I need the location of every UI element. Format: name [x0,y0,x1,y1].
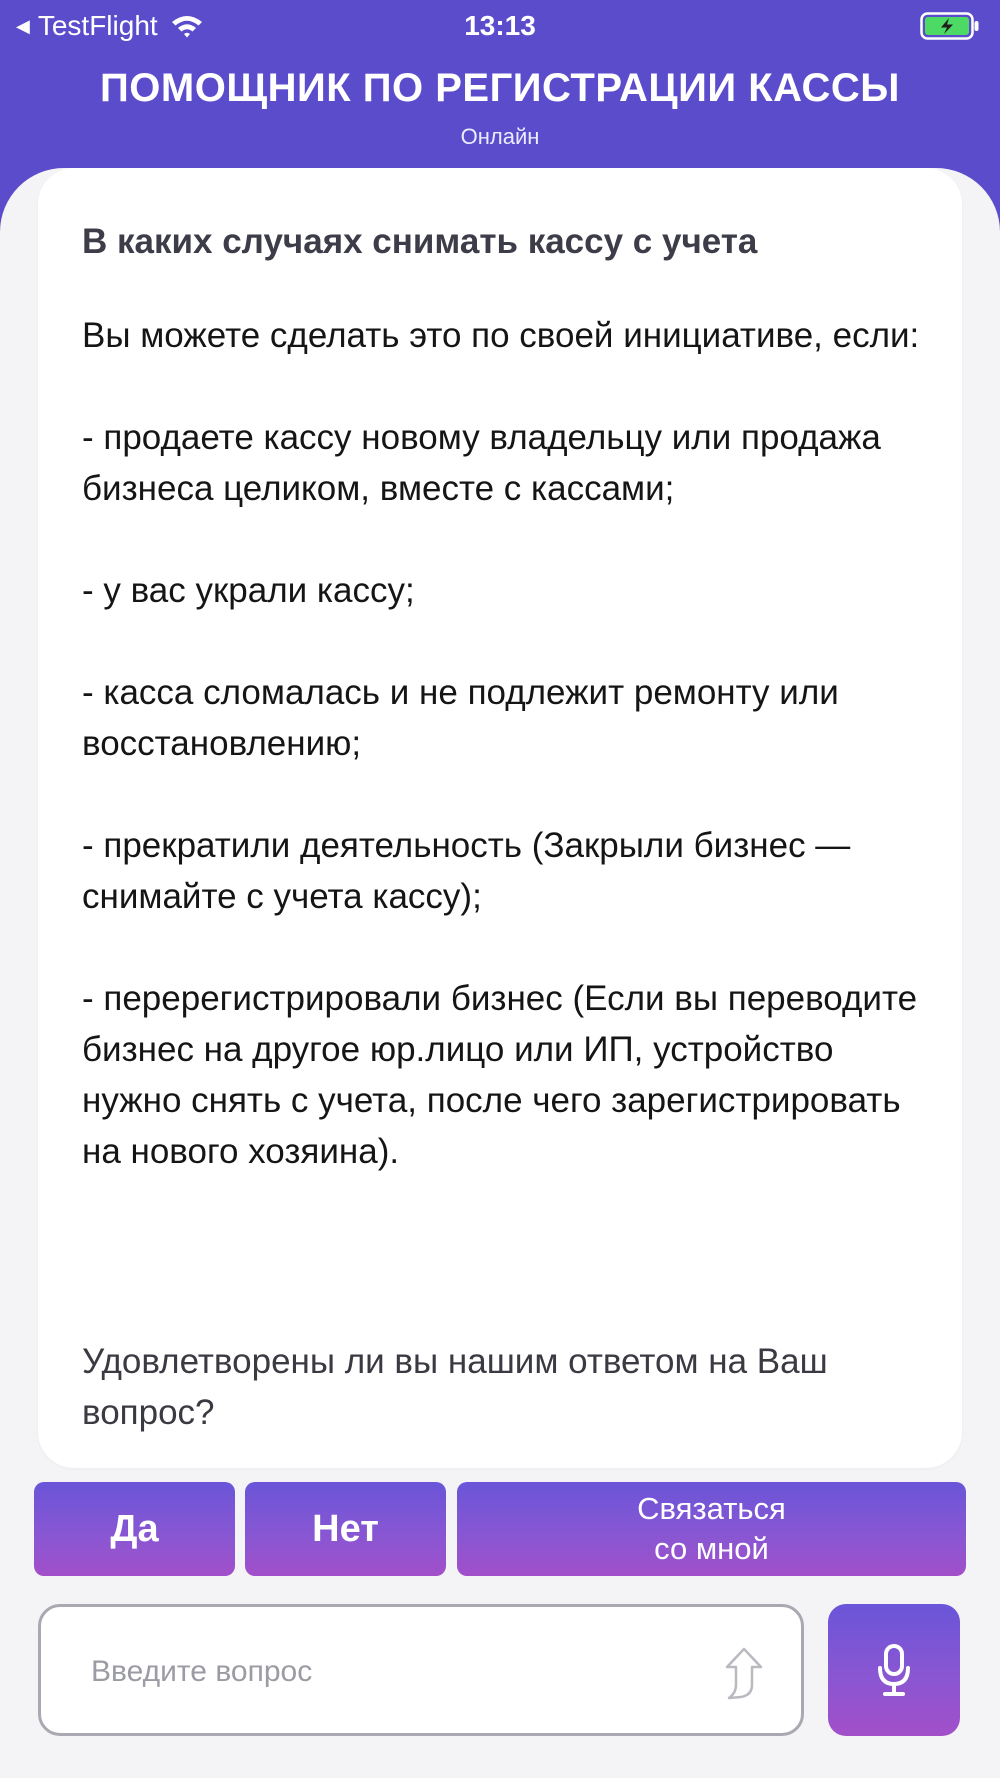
battery-charging-icon [920,12,980,40]
back-triangle-icon: ◀ [16,15,30,36]
message-paragraph: - прекратили деятельность (Закрыли бизнес — снимайте с учета кассу); [82,826,851,916]
page-title: ПОМОЩНИК ПО РЕГИСТРАЦИИ КАССЫ [100,66,900,110]
message-paragraph: - у вас украли кассу; [82,571,415,610]
message-paragraph: Вы можете сделать это по своей инициативе, если: [82,316,920,355]
message-paragraph: - касса сломалась и не подлежит ремонту или восстановлению; [82,673,839,763]
question-input-box[interactable] [38,1604,804,1736]
status-time: 13:13 [464,10,536,41]
message-title: В каких случаях снимать кассу с учета [82,222,758,261]
send-arrow-icon[interactable] [721,1645,767,1701]
message-body [82,310,942,1228]
microphone-icon [876,1642,912,1698]
message-paragraph: - перерегистрировали бизнес (Если вы переводите бизнес на другое юр.лицо или ИП, устройство нужно снять с учета, после чего зарегистрировать на нового хозяина). [82,979,918,1171]
contact-me-label-line2: со мной [654,1531,769,1566]
yes-button[interactable]: Да [34,1482,235,1576]
question-input[interactable] [89,1641,693,1703]
contact-me-button[interactable] [457,1482,966,1576]
back-app-label: TestFlight [37,10,158,41]
message-paragraph: - продаете кассу новому владельцу или продажа бизнеса целиком, вместе с кассами; [82,418,881,508]
microphone-button[interactable] [828,1604,960,1736]
no-button[interactable]: Нет [245,1482,446,1576]
status-bar [0,0,1000,52]
contact-me-label-line1: Связаться [637,1491,786,1526]
online-status: Онлайн [460,124,540,149]
feedback-question: Удовлетворены ли вы нашим ответом на Ваш вопрос? [82,1342,828,1432]
